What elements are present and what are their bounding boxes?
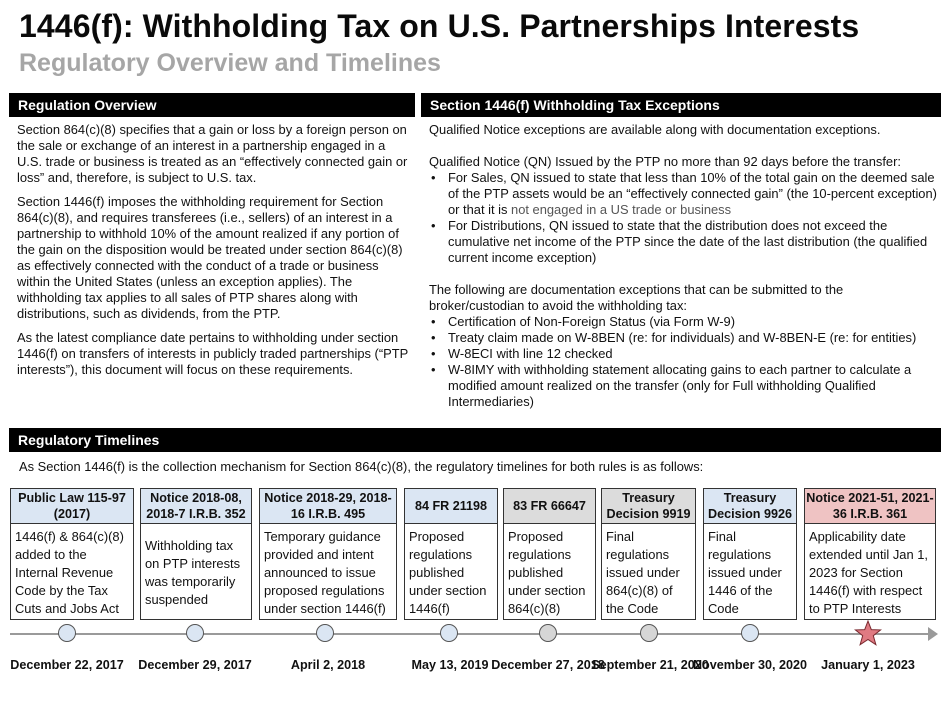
timeline-event-header: Notice 2021-51, 2021-36 I.R.B. 361 bbox=[804, 488, 936, 524]
exceptions-intro: Qualified Notice exceptions are available along with documentation exceptions. bbox=[429, 122, 881, 137]
doc-lead: The following are documentation exceptions that can be submitted to the broker/custodian to avoid the withholding tax: bbox=[429, 282, 844, 313]
page-title: 1446(f): Withholding Tax on U.S. Partnerships Interests bbox=[19, 8, 860, 44]
timeline-event-header: Treasury Decision 9919 bbox=[601, 488, 696, 524]
timeline-date: December 27, 2018 bbox=[491, 658, 605, 672]
star-icon bbox=[854, 620, 882, 646]
timeline-date: May 13, 2019 bbox=[411, 658, 489, 672]
doc-item: • Treaty claim made on W-8BEN (re: for individuals) and W-8BEN-E (re: for entities) bbox=[429, 330, 941, 346]
timeline-event-header: Notice 2018-29, 2018-16 I.R.B. 495 bbox=[259, 488, 397, 524]
overview-paragraph: Section 1446(f) imposes the withholding requirement for Section 864(c)(8), and requires transferees (i.e., sellers) of an interest in a partnership to withhold 10% of the amount realized if any portion of the gain on the disposition would be treated under section 864(c)(8) as effectively connected with the conduct of a trade or business within the United States (unless an exception applies). The withholding tax applies to all sales of PTP shares along with distributions, such as dividends, from the PTP. bbox=[17, 194, 403, 321]
timeline-marker bbox=[440, 624, 458, 642]
timeline-marker bbox=[58, 624, 76, 642]
exceptions-heading: Section 1446(f) Withholding Tax Exceptions bbox=[421, 93, 941, 117]
qn-lead: Qualified Notice (QN) Issued by the PTP no more than 92 days before the transfer: bbox=[429, 154, 901, 169]
timeline-axis bbox=[10, 633, 930, 635]
doc-list bbox=[429, 314, 941, 410]
qn-item-sales: • For Sales, QN issued to state that less than 10% of the total gain on the deemed sale of the PTP assets would be an “effectively connected gain” (the 10-percent exception) or that it is not engaged in a US trade or business bbox=[429, 170, 941, 218]
timeline-date: December 29, 2017 bbox=[138, 658, 252, 672]
timeline-event-body: Final regulations issued under 864(c)(8) of the Code bbox=[601, 524, 696, 620]
timeline-event-header: 84 FR 21198 bbox=[404, 488, 498, 524]
doc-item: • W-8ECI with line 12 checked bbox=[429, 346, 941, 362]
timeline-event-body: Proposed regulations published under section 864(c)(8) bbox=[503, 524, 596, 620]
timeline-marker bbox=[186, 624, 204, 642]
doc-item: • Certification of Non-Foreign Status (via Form W-9) bbox=[429, 314, 941, 330]
page-subtitle: Regulatory Overview and Timelines bbox=[19, 49, 441, 77]
timeline-event-body: Final regulations issued under 1446 of the Code bbox=[703, 524, 797, 620]
timeline-event-body: Temporary guidance provided and intent announced to issue proposed regulations under section 1446(f) bbox=[259, 524, 397, 620]
timeline-event-body: Proposed regulations published under section 1446(f) bbox=[404, 524, 498, 620]
timeline-date: December 22, 2017 bbox=[10, 658, 124, 672]
overview-paragraph: As the latest compliance date pertains to withholding under section 1446(f) on transfers of interests in publicly traded partnerships (“PTP interests”), this document will focus on these requirements. bbox=[17, 330, 408, 377]
timeline-event-body: 1446(f) & 864(c)(8) added to the Internal Revenue Code by the Tax Cuts and Jobs Act bbox=[10, 524, 134, 620]
timeline-marker bbox=[640, 624, 658, 642]
timeline-date: November 30, 2020 bbox=[692, 658, 808, 672]
timeline-event-header: Public Law 115-97 (2017) bbox=[10, 488, 134, 524]
timeline-marker bbox=[316, 624, 334, 642]
timeline-marker bbox=[539, 624, 557, 642]
timeline-marker bbox=[741, 624, 759, 642]
timeline-event-header: 83 FR 66647 bbox=[503, 488, 596, 524]
qn-list bbox=[429, 170, 941, 266]
timeline-event-body: Applicability date extended until Jan 1, 2023 for Section 1446(f) with respect to PTP Interests bbox=[804, 524, 936, 620]
timeline-date: April 2, 2018 bbox=[290, 658, 366, 672]
timeline-date: January 1, 2023 bbox=[821, 658, 915, 672]
timeline-event-header: Notice 2018-08, 2018-7 I.R.B. 352 bbox=[140, 488, 252, 524]
overview-heading: Regulation Overview bbox=[9, 93, 415, 117]
timelines-intro: As Section 1446(f) is the collection mechanism for Section 864(c)(8), the regulatory timelines for both rules is as follows: bbox=[19, 459, 704, 474]
overview-body bbox=[17, 122, 409, 386]
timeline-event-body: Withholding tax on PTP interests was temporarily suspended bbox=[140, 524, 252, 620]
timeline-date: September 21, 2020 bbox=[591, 658, 709, 672]
timelines-heading: Regulatory Timelines bbox=[9, 428, 941, 452]
exceptions-body bbox=[429, 122, 941, 410]
doc-item: • W-8IMY with withholding statement allocating gains to each partner to calculate a modified amount realized on the transfer (only for Full withholding Qualified Intermediaries) bbox=[429, 362, 941, 410]
timeline-arrow bbox=[928, 627, 938, 641]
overview-paragraph: Section 864(c)(8) specifies that a gain or loss by a foreign person on the sale or exchange of an interest in a partnership engaged in a U.S. trade or business is treated as an “effectively connected gain or loss” and, therefore, is subject to U.S. tax. bbox=[17, 122, 408, 185]
timeline-event-header: Treasury Decision 9926 bbox=[703, 488, 797, 524]
qn-item-distributions: • For Distributions, QN issued to state that the distribution does not exceed the cumulative net income of the PTP since the date of the last distribution (the qualified current income exception) bbox=[429, 218, 941, 266]
